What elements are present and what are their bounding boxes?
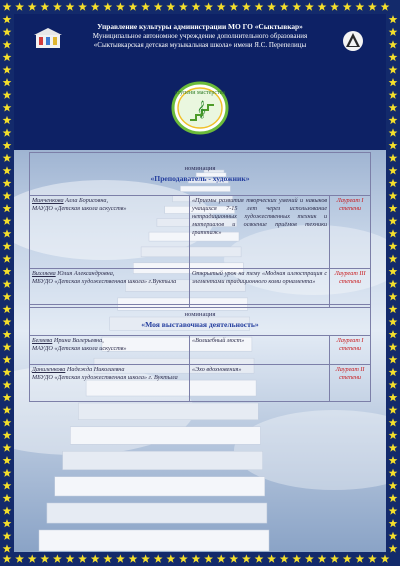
star-icon <box>154 2 163 10</box>
star-icon <box>355 554 364 562</box>
star-icon <box>381 554 390 562</box>
star-icon <box>217 2 226 10</box>
participant-cell <box>30 196 190 269</box>
star-icon <box>389 544 398 552</box>
table-row <box>30 365 371 402</box>
star-icon <box>179 554 188 562</box>
stair-step <box>39 530 269 551</box>
star-icon <box>229 554 238 562</box>
star-icon <box>389 242 398 250</box>
star-icon <box>3 431 12 439</box>
star-icon <box>3 65 12 73</box>
star-icon <box>3 355 12 363</box>
star-icon <box>3 267 12 275</box>
svg-text:𝄞: 𝄞 <box>197 100 206 118</box>
star-icon <box>389 343 398 351</box>
star-icon <box>389 456 398 464</box>
star-icon <box>154 554 163 562</box>
participant-surname: Беляева <box>32 337 53 344</box>
star-icon <box>3 217 12 225</box>
star-icon <box>91 2 100 10</box>
star-icon <box>305 2 314 10</box>
star-icon <box>3 368 12 376</box>
star-icon <box>389 355 398 363</box>
steps-of-mastery-emblem <box>170 80 230 136</box>
star-icon <box>204 554 213 562</box>
star-icon <box>389 53 398 61</box>
star-icon <box>389 292 398 300</box>
nomination-label: номинация <box>184 165 216 172</box>
participant-name: Ирина Валерьевна, <box>52 337 104 344</box>
star-icon <box>28 554 37 562</box>
work-title-cell: «Эхо вдохновения» <box>190 365 330 402</box>
header-line-2: Муниципальное автономное учреждение дополнительного образования <box>92 32 308 40</box>
star-icon <box>389 317 398 325</box>
star-icon <box>103 2 112 10</box>
star-icon <box>217 554 226 562</box>
star-icon <box>91 554 100 562</box>
award-cell: Лауреат III степени <box>330 269 371 308</box>
star-icon <box>389 368 398 376</box>
star-icon <box>242 554 251 562</box>
star-icon <box>255 2 264 10</box>
star-icon <box>3 91 12 99</box>
star-icon <box>3 254 12 262</box>
participant-cell <box>30 365 190 402</box>
star-icon <box>3 494 12 502</box>
participant-org: МБУДО «Детская художественная школа» г. Вуктыла <box>32 374 178 381</box>
star-icon <box>389 217 398 225</box>
star-icon <box>389 330 398 338</box>
star-icon <box>15 554 24 562</box>
star-icon <box>3 53 12 61</box>
star-icon <box>292 2 301 10</box>
star-icon <box>3 393 12 401</box>
star-icon <box>381 2 390 10</box>
star-icon <box>78 2 87 10</box>
star-icon <box>389 443 398 451</box>
star-icon <box>3 532 12 540</box>
star-icon <box>3 229 12 237</box>
star-icon <box>389 494 398 502</box>
star-icon <box>389 506 398 514</box>
star-icon <box>280 554 289 562</box>
star-icon <box>66 2 75 10</box>
stair-step <box>70 427 260 445</box>
star-icon <box>3 506 12 514</box>
table-row <box>30 336 371 365</box>
participant-surname: Даниленкова <box>32 366 66 373</box>
star-icon <box>141 554 150 562</box>
star-icon <box>141 2 150 10</box>
participant-org: МАУДО «Детская школа искусств» <box>32 205 127 212</box>
star-icon <box>3 343 12 351</box>
star-icon <box>3 204 12 212</box>
star-icon <box>343 554 352 562</box>
star-icon <box>343 2 352 10</box>
header-line-3: «Сыктывкарская детская музыкальная школа» имени Я.С. Перепелицы <box>93 41 307 49</box>
stair-step <box>47 503 267 523</box>
star-icon <box>330 554 339 562</box>
star-icon <box>389 418 398 426</box>
star-icon <box>40 2 49 10</box>
star-icon <box>40 554 49 562</box>
star-icon <box>129 2 138 10</box>
star-icon <box>389 380 398 388</box>
star-icon <box>389 166 398 174</box>
star-icon <box>389 128 398 136</box>
participant-name: Юлия Александровна, <box>55 270 115 277</box>
star-icon <box>3 544 12 552</box>
star-icon <box>3 330 12 338</box>
star-icon <box>389 191 398 199</box>
star-icon <box>292 554 301 562</box>
star-icon <box>389 305 398 313</box>
star-icon <box>368 2 377 10</box>
star-icon <box>3 519 12 527</box>
star-icon <box>389 65 398 73</box>
nomination-label: номинация <box>184 311 216 318</box>
star-icon <box>204 2 213 10</box>
award-cell: Лауреат I степени <box>330 196 371 269</box>
nomination-header-row <box>30 153 371 196</box>
star-icon <box>389 431 398 439</box>
star-icon <box>78 554 87 562</box>
star-icon <box>389 469 398 477</box>
star-icon <box>3 317 12 325</box>
award-cell: Лауреат I степени <box>330 336 371 365</box>
star-icon <box>3 2 12 10</box>
table-row <box>30 269 371 308</box>
star-icon <box>129 554 138 562</box>
nomination-table-1 <box>29 152 371 308</box>
star-icon <box>389 406 398 414</box>
star-icon <box>3 128 12 136</box>
star-icon <box>3 191 12 199</box>
star-icon <box>3 456 12 464</box>
star-icon <box>389 532 398 540</box>
school-logo-left <box>34 28 62 50</box>
star-icon <box>389 204 398 212</box>
star-icon <box>389 393 398 401</box>
work-title-cell: Открытый урок на тему «Модная иллюстрация с элементами традиционного коми орнамента» <box>189 269 329 308</box>
participant-name: Надежда Николаевна <box>65 366 125 373</box>
star-icon <box>389 141 398 149</box>
participant-org: МАУДО «Детская школа искусств» <box>32 345 127 352</box>
star-icon <box>389 154 398 162</box>
star-icon <box>389 229 398 237</box>
star-icon <box>3 166 12 174</box>
star-icon <box>389 267 398 275</box>
star-icon <box>318 2 327 10</box>
star-icon <box>166 554 175 562</box>
star-icon <box>3 154 12 162</box>
star-icon <box>389 78 398 86</box>
participant-cell <box>30 269 190 308</box>
star-icon <box>389 280 398 288</box>
star-icon <box>389 179 398 187</box>
nomination-title: «Моя выставочная деятельность» <box>141 320 259 329</box>
participant-surname: Вихляева <box>32 270 56 277</box>
star-icon <box>3 305 12 313</box>
star-icon <box>267 2 276 10</box>
star-icon <box>389 116 398 124</box>
star-icon <box>3 418 12 426</box>
star-icon <box>66 554 75 562</box>
star-icon <box>305 554 314 562</box>
star-icon <box>389 519 398 527</box>
star-icon <box>3 292 12 300</box>
star-icon <box>53 2 62 10</box>
star-icon <box>179 2 188 10</box>
star-icon <box>116 554 125 562</box>
star-icon <box>28 2 37 10</box>
star-icon <box>389 103 398 111</box>
star-icon <box>192 2 201 10</box>
star-icon <box>166 2 175 10</box>
star-icon <box>355 2 364 10</box>
nomination-table-2 <box>29 304 371 402</box>
participant-org: МБУДО «Детская художественная школа» г.Вуктыла <box>32 278 177 285</box>
star-icon <box>389 254 398 262</box>
star-icon <box>3 380 12 388</box>
star-icon <box>242 2 251 10</box>
award-cell: Лауреат II степени <box>330 365 371 402</box>
nomination-header-row <box>30 305 371 336</box>
star-icon <box>3 443 12 451</box>
star-icon <box>280 2 289 10</box>
star-icon <box>389 91 398 99</box>
star-icon <box>116 2 125 10</box>
nomination-header <box>30 153 371 196</box>
star-icon <box>3 481 12 489</box>
work-title-cell: «Приемы развития творческих умений и навыков учащихся 7-15 лет через использование нетрадиционных художественных техник и материалов и освоение приёмов техники граттаж» <box>189 196 329 269</box>
nomination-title: «Преподаватель - художник» <box>150 174 250 183</box>
star-icon <box>3 103 12 111</box>
star-icon <box>53 554 62 562</box>
star-icon <box>3 554 12 562</box>
school-logo-right <box>342 30 364 52</box>
star-icon <box>255 554 264 562</box>
stair-step <box>55 477 265 496</box>
table-row <box>30 196 371 269</box>
participant-cell <box>30 336 190 365</box>
stair-step <box>78 403 258 420</box>
star-icon <box>330 2 339 10</box>
star-icon <box>3 280 12 288</box>
emblem-text: ступени мастерства <box>174 90 226 96</box>
star-icon <box>267 554 276 562</box>
star-icon <box>192 554 201 562</box>
star-icon <box>3 242 12 250</box>
nomination-header <box>30 305 371 336</box>
star-icon <box>3 116 12 124</box>
stair-step <box>63 451 263 469</box>
star-icon <box>3 406 12 414</box>
star-icon <box>229 2 238 10</box>
star-icon <box>103 554 112 562</box>
header-line-1: Управление культуры администрации МО ГО «Сыктывкар» <box>97 22 303 31</box>
star-icon <box>3 469 12 477</box>
work-title-cell: «Волшебный мост» <box>190 336 330 365</box>
star-icon <box>368 554 377 562</box>
participant-name: Алла Борисовна, <box>63 197 109 204</box>
star-icon <box>3 141 12 149</box>
star-icon <box>15 2 24 10</box>
star-icon <box>3 179 12 187</box>
star-icon <box>389 481 398 489</box>
star-icon <box>318 554 327 562</box>
star-icon <box>3 78 12 86</box>
participant-surname: Минченкова <box>32 197 64 204</box>
